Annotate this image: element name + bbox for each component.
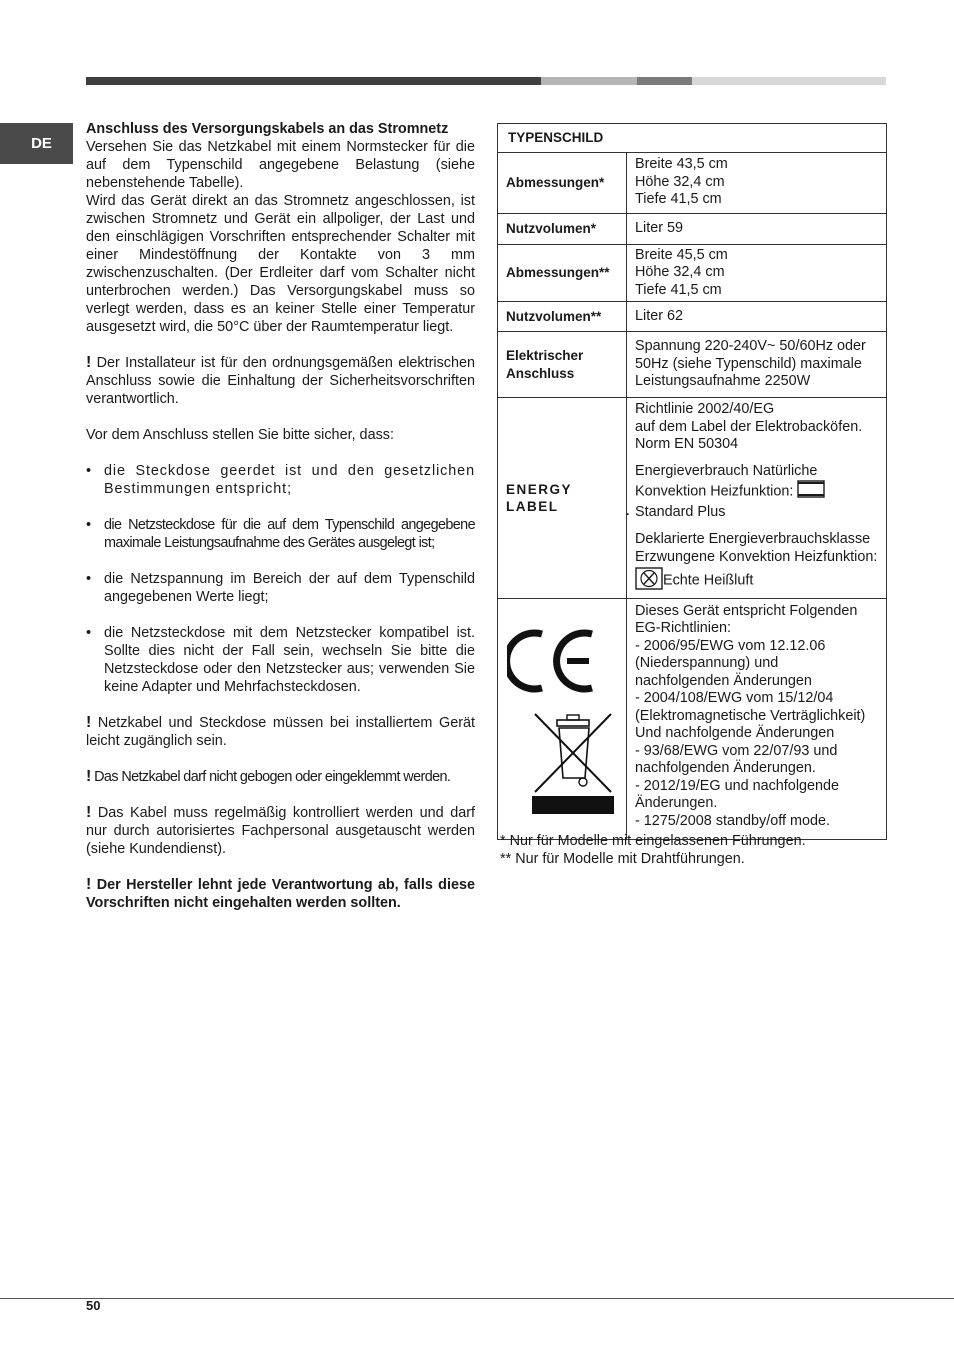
compliance-text: Dieses Gerät entspricht Folgenden EG-Richtlinien: - 2006/95/EWG vom 12.12.06 (Niederspannung) und nachfolgenden Änderungen - 2004/108/EWG vom 15/12/04 (Elektromagnetische Verträglichkeit) Und nachfolgende Änderungen - 93/68/EWG vom 22/07/93 und nachfolgenden Änderungen. - 2012/19/EG und nachfolgende Änderungen. - 1275/2008 standby/off mode. <box>627 598 887 839</box>
ce-mark-icon <box>507 616 617 816</box>
header-bar-dark <box>86 77 541 85</box>
warning-accessible: ! Netzkabel und Steckdose müssen bei installiertem Gerät leicht zugänglich sein. <box>86 714 475 749</box>
warning-icon: ! <box>86 876 92 893</box>
warning-installer: ! Der Installateur ist für den ordnungsgemäßen elektrischen Anschluss sowie die Einhaltung der Sicherheitsvorschriften verantwortlich. <box>86 354 475 407</box>
dimensions-value: Breite 45,5 cm Höhe 32,4 cm Tiefe 41,5 cm <box>627 244 887 302</box>
paragraph-direct-connection: Wird das Gerät direkt an das Stromnetz angeschlossen, ist zwischen Stromnetz und Gerät ein allpoliger, der Last und den einschlägigen Vorschriften entsprechender Schalter mit einer Mindestöffnung der Kontakte von 3 mm zwischenzuschalten. (Der Erdleiter darf vom Schalter nicht unterbrochen werden.) Das Versorgungskabel muss so verlegt werden, dass es an keiner Stelle einer Temperatur ausgesetzt wird, die 50°C über der Raumtemperatur liegt. <box>86 193 475 335</box>
header-bar-mid <box>637 77 692 85</box>
section-heading: Anschluss des Versorgungskabels an das Stromnetz <box>86 121 449 137</box>
energy-label-value: Richtlinie 2002/40/EG auf dem Label der Elektrobacköfen. Norm EN 50304 Energieverbrauch Natürliche Konvektion Heizfunktion: Standard Plus Deklarierte Energieverbrauchsklasse Erzwungene Konvektion Heizfunktion: Echte Heißluft <box>627 398 887 599</box>
list-item: • die Steckdose geerdet ist und den gesetzlichen Bestimmungen entspricht; <box>86 463 475 497</box>
header-bar-light <box>541 77 637 85</box>
conventional-oven-icon <box>797 480 825 504</box>
language-tab: DE <box>0 123 73 164</box>
table-row <box>498 152 887 213</box>
paragraph-plug: Versehen Sie das Netzkabel mit einem Normstecker für die auf dem Typenschild angegebene Belastung (siehe nebenstehende Tabelle). <box>86 139 475 191</box>
footnote: ** Nur für Modelle mit Drahtführungen. <box>500 851 745 867</box>
warning-cable-check: ! Das Kabel muss regelmäßig kontrolliert werden und darf nur durch autorisiertes Fachpersonal ausgetauscht werden (siehe Kundendienst). <box>86 804 475 857</box>
checklist-intro: Vor dem Anschluss stellen Sie bitte sicher, dass: <box>86 427 394 443</box>
warning-icon: ! <box>86 714 92 731</box>
compliance-marks <box>498 598 627 839</box>
warning-icon: ! <box>86 768 91 785</box>
warning-liability: ! Der Hersteller lehnt jede Verantwortung ab, falls diese Vorschriften nicht eingehalten werden sollten. <box>86 876 475 911</box>
footnotes <box>500 832 806 868</box>
table-row <box>498 598 887 839</box>
dimensions-label: Abmessungen* <box>498 152 627 213</box>
fan-oven-icon <box>635 566 663 596</box>
footer-rule <box>0 1298 954 1299</box>
installation-text <box>86 120 475 912</box>
energy-label-label: ENERGY LABEL . <box>498 398 627 599</box>
table-row <box>498 302 887 332</box>
warning-cable-bend: ! Das Netzkabel darf nicht gebogen oder eingeklemmt werden. <box>86 768 451 785</box>
header-bar-pale <box>692 77 886 85</box>
rating-plate-table <box>497 123 887 840</box>
volume-value: Liter 59 <box>627 213 887 244</box>
page-number: 50 <box>86 1298 101 1313</box>
footnote: * Nur für Modelle mit eingelassenen Führungen. <box>500 833 806 849</box>
table-title: TYPENSCHILD <box>498 124 887 153</box>
list-item: • die Netzsteckdose mit dem Netzstecker kompatibel ist. Sollte dies nicht der Fall sein, wechseln Sie bitte die Netzsteckdose oder den Netzstecker aus; verwenden Sie keine Adapter und Mehrfachsteckdosen. <box>86 625 475 695</box>
table-row <box>498 244 887 302</box>
list-item: • die Netzspannung im Bereich der auf dem Typenschild angegebenen Werte liegt; <box>86 571 475 605</box>
electrical-label: Elektrischer Anschluss <box>498 332 627 398</box>
table-row <box>498 332 887 398</box>
volume-label: Nutzvolumen* <box>498 213 627 244</box>
table-row <box>498 398 887 599</box>
volume-value: Liter 62 <box>627 302 887 332</box>
table-row <box>498 213 887 244</box>
weee-bin-icon <box>532 714 614 814</box>
warning-icon: ! <box>86 354 92 371</box>
dimensions-value: Breite 43,5 cm Höhe 32,4 cm Tiefe 41,5 cm <box>627 152 887 213</box>
list-item: • die Netzsteckdose für die auf dem Typenschild angegebene maximale Leistungsaufnahme des Gerätes ausgelegt ist; <box>86 517 475 551</box>
dimensions-label: Abmessungen** <box>498 244 627 302</box>
volume-label: Nutzvolumen** <box>498 302 627 332</box>
warning-icon: ! <box>86 804 92 821</box>
electrical-value: Spannung 220-240V~ 50/60Hz oder 50Hz (siehe Typenschild) maximale Leistungsaufnahme 2250W <box>627 332 887 398</box>
